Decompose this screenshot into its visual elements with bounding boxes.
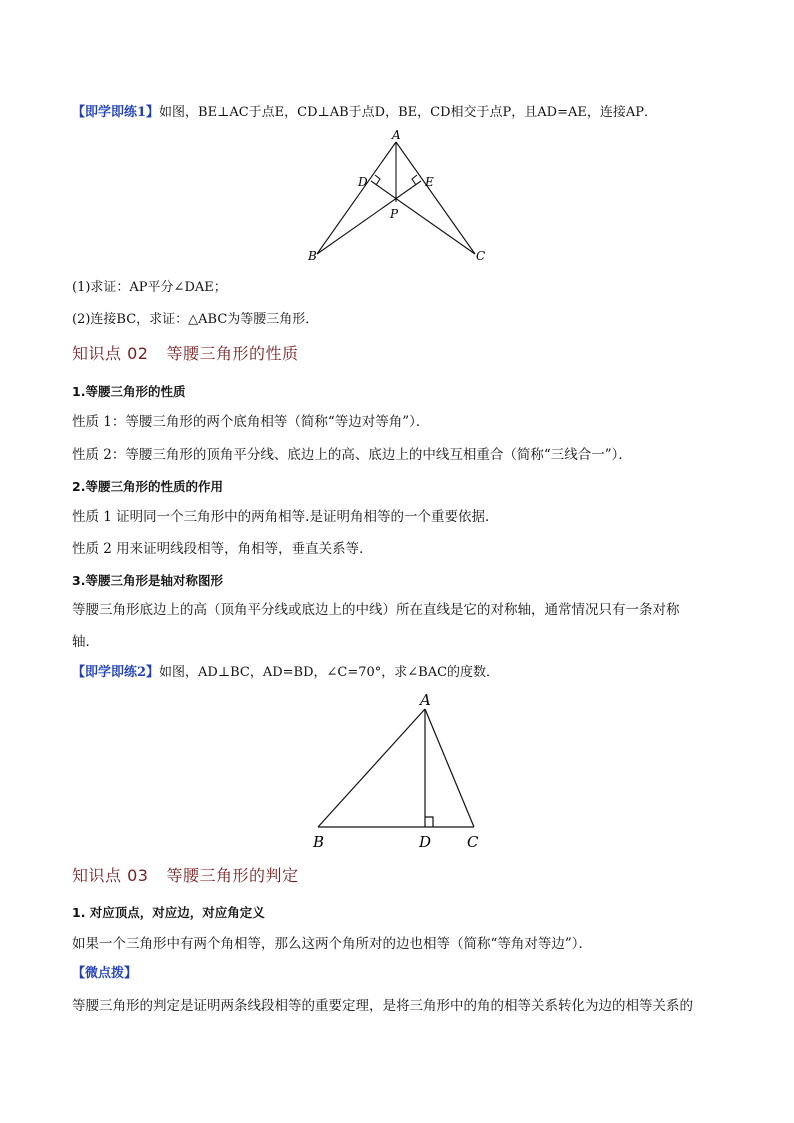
label-a: A bbox=[392, 130, 401, 142]
exercise-1-statement bbox=[72, 103, 657, 123]
exercise-1-question-2: (2)连接BC，求证：△ABC为等腰三角形． bbox=[72, 312, 319, 327]
usage-2-text: 性质 2 用来证明线段相等，角相等，垂直关系等． bbox=[72, 541, 373, 557]
label-d: D bbox=[358, 175, 368, 189]
segment-be bbox=[317, 181, 421, 254]
section-4-heading: 1. 对应顶点，对应边，对应角定义 bbox=[72, 905, 265, 920]
segment-cd bbox=[371, 181, 475, 254]
exercise-1-question-1: (1)求证：AP平分∠DAE； bbox=[72, 280, 227, 295]
knowledge-point-02-heading bbox=[72, 344, 298, 364]
section-1-heading: 1.等腰三角形的性质 bbox=[72, 384, 186, 399]
property-2-text: 性质 2：等腰三角形的顶角平分线、底边上的高、底边上的中线互相重合（简称“三线合一”）． bbox=[72, 447, 632, 463]
label-b: B bbox=[313, 833, 325, 851]
symmetry-text-line-2: 轴． bbox=[72, 634, 99, 650]
exercise-1-text: 如图，BE⊥AC于点E，CD⊥AB于点D，BE，CD相交于点P，且AD=AE，连接AP． bbox=[159, 105, 657, 120]
segment-ab bbox=[318, 709, 425, 827]
right-angle-mark-e bbox=[412, 175, 417, 185]
segment-ac bbox=[425, 709, 474, 827]
knowledge-point-03-heading bbox=[72, 866, 298, 886]
exercise-2-statement bbox=[72, 663, 499, 683]
label-p: P bbox=[390, 207, 399, 221]
right-angle-mark-d bbox=[425, 817, 433, 827]
label-c: C bbox=[476, 249, 486, 263]
knowledge-point-03-title: 等腰三角形的判定 bbox=[166, 866, 299, 885]
knowledge-point-02-title: 等腰三角形的性质 bbox=[166, 344, 299, 363]
symmetry-text-line-1: 等腰三角形底边上的高（顶角平分线或底边上的中线）所在直线是它的对称轴，通常情况只有一条对称 bbox=[72, 602, 680, 618]
knowledge-point-03-number: 知识点 03 bbox=[72, 866, 149, 885]
label-a: A bbox=[420, 691, 431, 709]
label-c: C bbox=[467, 833, 479, 851]
tip-tag: 【微点拨】 bbox=[72, 966, 138, 981]
label-d: D bbox=[419, 833, 432, 851]
segment-ac bbox=[396, 142, 475, 254]
usage-1-text: 性质 1 证明同一个三角形中的两角相等.是证明角相等的一个重要依据． bbox=[72, 509, 499, 525]
section-3-heading: 3.等腰三角形是轴对称图形 bbox=[72, 573, 223, 588]
criterion-text: 如果一个三角形中有两个角相等，那么这两个角所对的边也相等（简称“等角对等边”）． bbox=[72, 936, 593, 952]
label-b: B bbox=[308, 249, 317, 263]
figure-2 bbox=[300, 685, 500, 857]
tip-text: 等腰三角形的判定是证明两条线段相等的重要定理，是将三角形中的角的相等关系转化为边的相等关系的 bbox=[72, 998, 693, 1014]
figure-1 bbox=[300, 130, 500, 265]
exercise-2-text: 如图，AD⊥BC，AD=BD，∠C=70°，求∠BAC的度数． bbox=[159, 665, 500, 680]
exercise-2-tag: 【即学即练2】 bbox=[72, 665, 160, 680]
segment-ab bbox=[317, 142, 396, 254]
knowledge-point-02-number: 知识点 02 bbox=[72, 344, 149, 363]
label-e: E bbox=[425, 175, 434, 189]
section-2-heading: 2.等腰三角形的性质的作用 bbox=[72, 479, 223, 494]
property-1-text: 性质 1：等腰三角形的两个底角相等（简称“等边对等角”）． bbox=[72, 414, 430, 430]
right-angle-mark-d bbox=[375, 175, 380, 185]
exercise-1-tag: 【即学即练1】 bbox=[72, 105, 160, 120]
